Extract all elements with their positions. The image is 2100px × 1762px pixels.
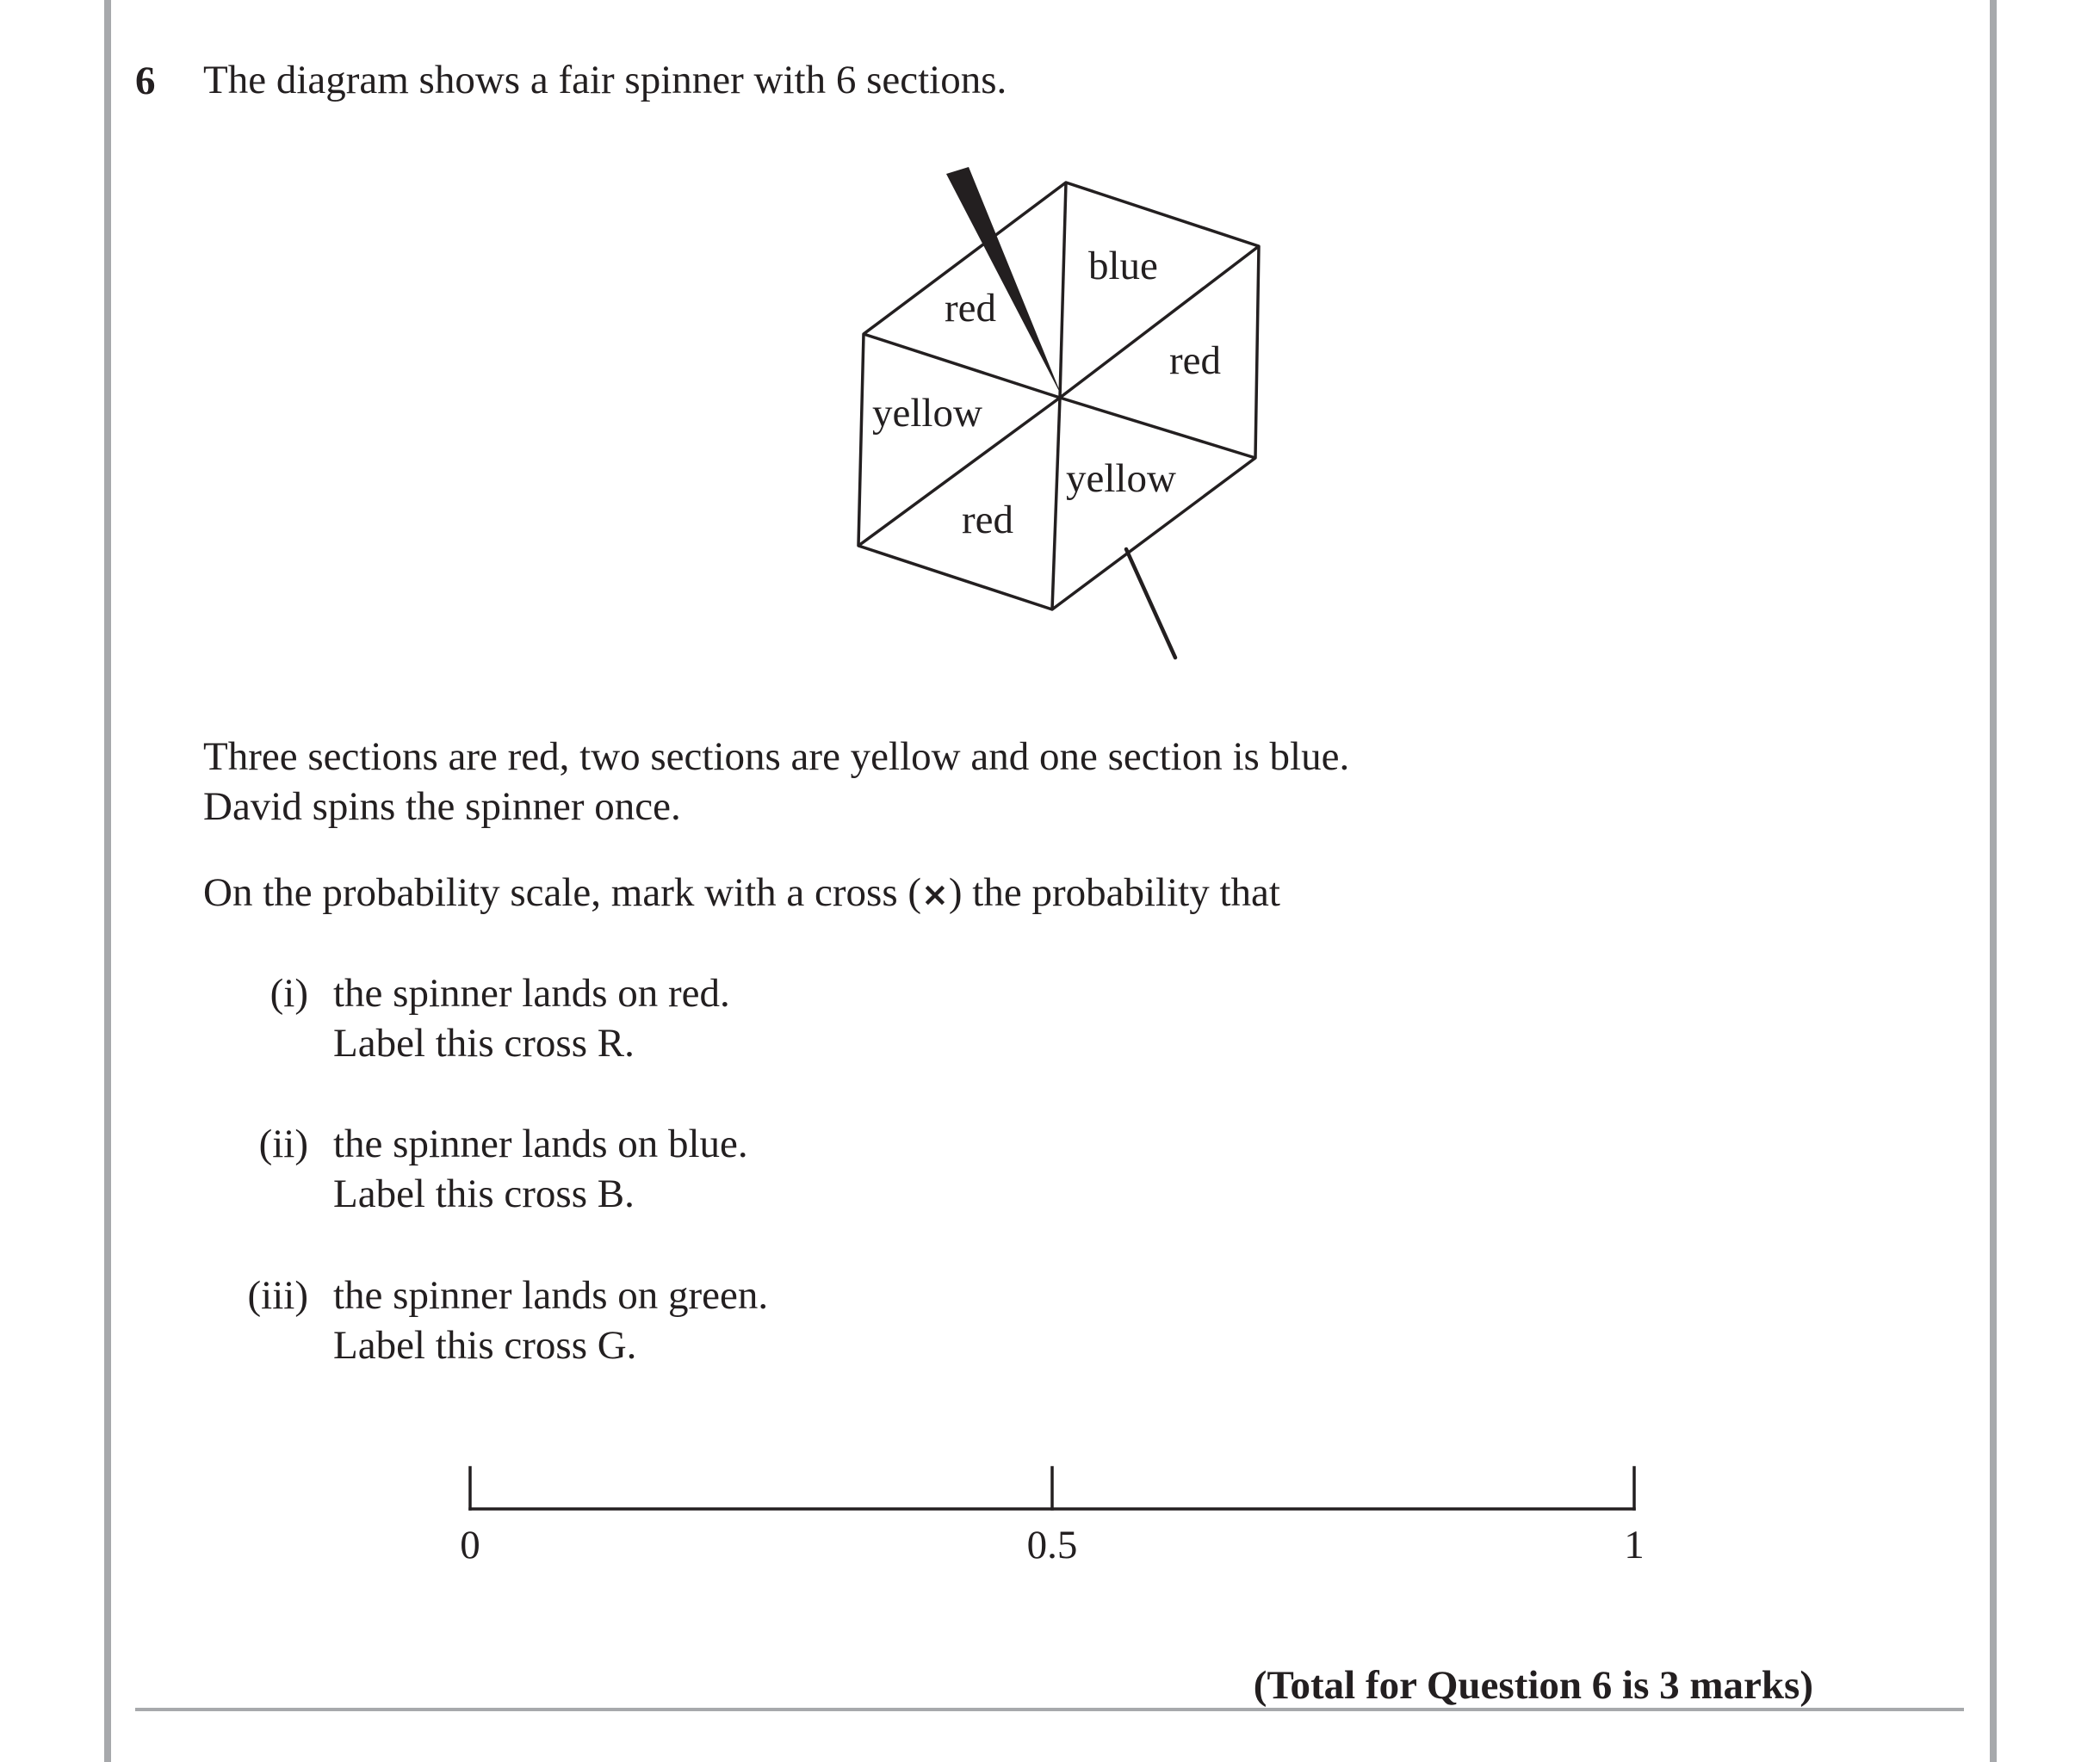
part-label: (i) [269,971,308,1016]
scale-tick-label: 0 [460,1523,480,1567]
instruction-text: On the probability scale, mark with a cross ( [203,870,922,915]
spinner-divider [1060,398,1255,458]
question-intro: The diagram shows a fair spinner with 6 sections. [203,58,1007,102]
section-label-red: red [1169,338,1222,383]
part-text: the spinner lands on green. [333,1273,769,1318]
part-text: Label this cross B. [333,1172,635,1216]
spinner-divider [1060,182,1066,398]
statement-line-1: Three sections are red, two sections are yellow and one section is blue. [203,734,1350,779]
spinner-diagram [0,0,2100,706]
part-label: (iii) [247,1273,308,1318]
scale-tick-label: 0.5 [1026,1523,1078,1567]
spinner-pointer-tail [1126,549,1175,658]
bottom-rule [135,1708,1964,1711]
statement-line-2: David spins the spinner once. [203,784,681,829]
spinner-divider [864,334,1060,398]
section-label-red: red [945,286,997,331]
instruction [203,868,1280,919]
scale-tick-label: 1 [1624,1523,1645,1567]
part-text: Label this cross G. [333,1323,637,1368]
spinner-pointer [946,167,1062,398]
section-label-blue: blue [1088,244,1158,288]
part-text: the spinner lands on red. [333,971,730,1016]
spinner-divider [1052,398,1060,609]
section-label-yellow: yellow [1066,456,1176,501]
question-total: (Total for Question 6 is 3 marks) [1253,1663,1813,1708]
part-text: the spinner lands on blue. [333,1122,748,1166]
probability-scale[interactable] [0,1446,2100,1618]
instruction-text: ) the probability that [948,870,1280,915]
question-number: 6 [135,59,156,103]
section-label-yellow: yellow [872,391,982,436]
section-label-red: red [962,498,1014,542]
part-label: (ii) [258,1122,308,1166]
part-text: Label this cross R. [333,1021,635,1066]
cross-symbol: × [921,875,949,913]
